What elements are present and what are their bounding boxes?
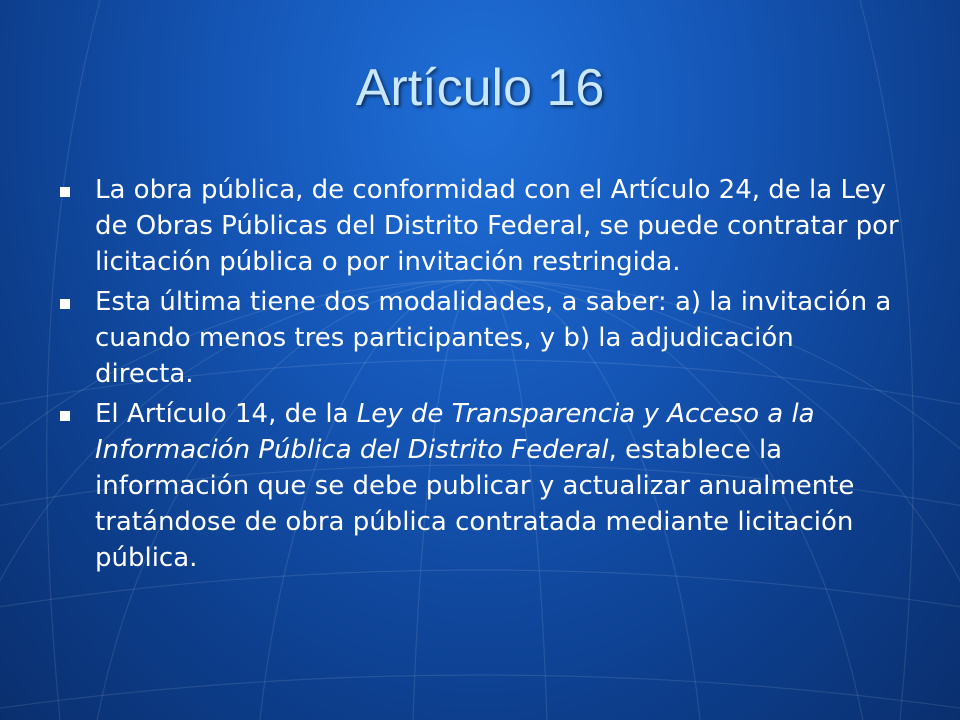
square-bullet-icon: [60, 411, 70, 421]
bullet-item: [60, 284, 900, 392]
bullet-text-suffix: , establece la información que se debe publicar y actualizar anualmente tratándose de obra pública contratada mediante licitación pública.: [95, 435, 855, 573]
bullet-item: [60, 172, 900, 280]
slide-title: Artículo 16: [355, 59, 605, 117]
square-bullet-icon: [60, 187, 70, 197]
bullet-text-prefix: El Artículo 14, de la: [95, 399, 357, 429]
bullet-text: Esta última tiene dos modalidades, a saber: a) la invitación a cuando menos tres participantes, y b) la adjudicación directa.: [95, 287, 892, 389]
bullet-list: [60, 172, 900, 580]
bullet-item: [60, 396, 900, 576]
law-title-italic: Ley de Transparencia y Acceso a la Información Pública del Distrito Federal: [95, 399, 815, 465]
bullet-text: La obra pública, de conformidad con el Artículo 24, de la Ley de Obras Públicas del Distrito Federal, se puede contratar por licitación pública o por invitación restringida.: [95, 175, 899, 277]
square-bullet-icon: [60, 299, 70, 309]
